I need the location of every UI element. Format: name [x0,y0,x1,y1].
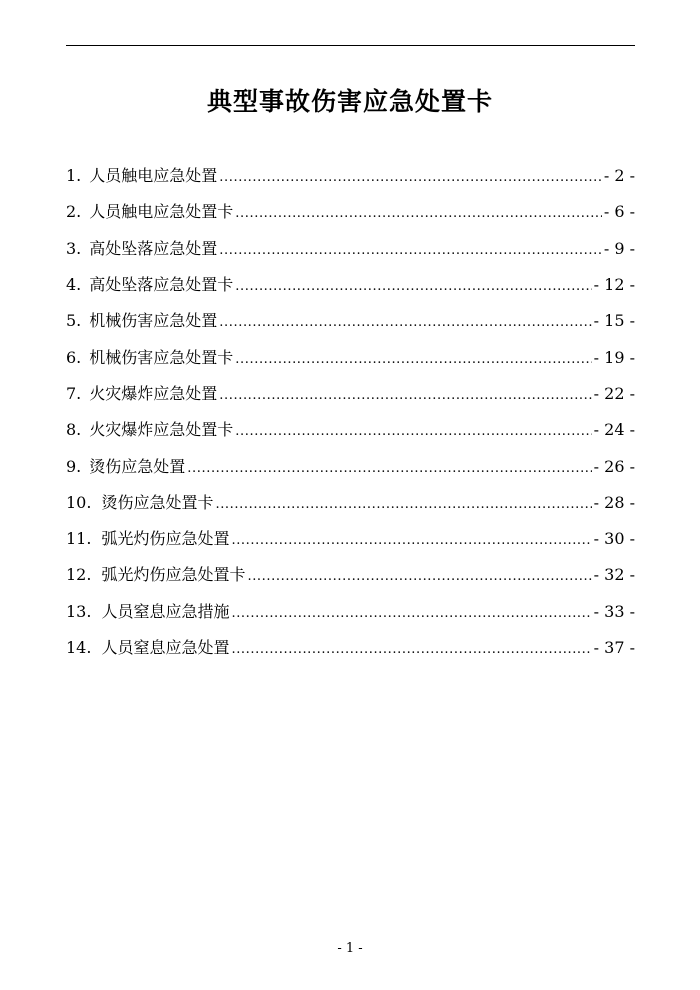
toc-entry[interactable] [66,412,635,448]
toc-entry-page: - 15 - [593,311,635,331]
toc-entry-page: - 33 - [593,601,635,621]
toc-entry-number: 14. [66,638,92,657]
toc-entry-title: 高处坠落应急处置 [89,238,218,258]
toc-entry-number: 13. [66,601,92,621]
toc-entry-page: - 24 - [593,420,635,440]
toc-entry-title: 机械伤害应急处置卡 [89,347,234,367]
toc-entry-number: 8. [66,420,82,440]
toc-entry-page: - 30 - [593,529,635,549]
toc-dot-leader [219,311,591,331]
toc-entry-page: - 26 - [593,456,635,476]
toc-entry-number: 7. [66,383,82,403]
toc-entry-page: - 2 - [603,166,635,186]
toc-dot-leader [215,493,591,513]
toc-entry-page: - 37 - [593,638,635,657]
toc-entry-title: 人员窒息应急处置 [101,638,230,657]
toc-entry[interactable] [66,485,635,521]
toc-entry[interactable] [66,521,635,557]
toc-entry[interactable] [66,158,635,194]
toc-entry[interactable] [66,557,635,593]
document-title: 典型事故伤害应急处置卡 [206,87,493,116]
header-rule [66,45,635,46]
toc-entry-title: 机械伤害应急处置 [89,311,218,331]
toc-entry-title: 人员触电应急处置卡 [89,202,234,222]
toc-entry-title: 烫伤应急处置 [89,456,186,476]
toc-dot-leader [247,565,591,585]
toc-entry-page: - 6 - [603,202,635,222]
toc-entry-title: 高处坠落应急处置卡 [89,275,234,295]
toc-entry[interactable] [66,376,635,412]
toc-dot-leader [231,529,591,549]
toc-dot-leader [219,166,602,186]
toc-entry-page: - 28 - [593,492,635,512]
toc-entry[interactable] [66,231,635,267]
toc-dot-leader [235,202,602,222]
toc-dot-leader [187,457,591,477]
toc-entry[interactable] [66,630,635,666]
toc-entry-title: 火灾爆炸应急处置 [89,383,218,403]
toc-dot-leader [235,275,591,295]
toc-entry-number: 3. [66,238,82,258]
toc-dot-leader [235,348,591,368]
toc-entry-number: 1. [66,166,82,186]
toc-entry-page: - 32 - [593,565,635,585]
toc-entry[interactable] [66,194,635,230]
toc-entry-page: - 9 - [603,238,635,258]
toc-dot-leader [231,638,591,658]
toc-dot-leader [219,239,602,259]
toc-entry-page: - 19 - [593,347,635,367]
toc-entry-title: 弧光灼伤应急处置 [101,529,230,549]
toc-entry-number: 5. [66,311,82,331]
toc-dot-leader [235,420,591,440]
toc-entry-title: 人员触电应急处置 [89,166,218,186]
toc-entry-number: 9. [66,456,82,476]
toc-entry[interactable] [66,594,635,630]
toc-entry-number: 6. [66,347,82,367]
toc-entry[interactable] [66,267,635,303]
toc-entry[interactable] [66,448,635,484]
table-of-contents [66,158,635,666]
toc-entry[interactable] [66,339,635,375]
toc-dot-leader [231,602,591,622]
toc-entry-number: 11. [66,529,92,549]
toc-entry-title: 人员窒息应急措施 [101,601,230,621]
toc-entry-title: 烫伤应急处置卡 [101,492,214,512]
toc-entry-number: 4. [66,275,82,295]
toc-entry-title: 弧光灼伤应急处置卡 [101,565,246,585]
toc-entry-title: 火灾爆炸应急处置卡 [89,420,234,440]
toc-entry[interactable] [66,303,635,339]
toc-entry-page: - 22 - [593,383,635,403]
toc-entry-number: 10. [66,492,92,512]
toc-entry-page: - 12 - [593,275,635,295]
toc-dot-leader [219,384,591,404]
page-number: - 1 - [337,941,363,956]
toc-entry-number: 2. [66,202,82,222]
toc-entry-number: 12. [66,565,92,585]
